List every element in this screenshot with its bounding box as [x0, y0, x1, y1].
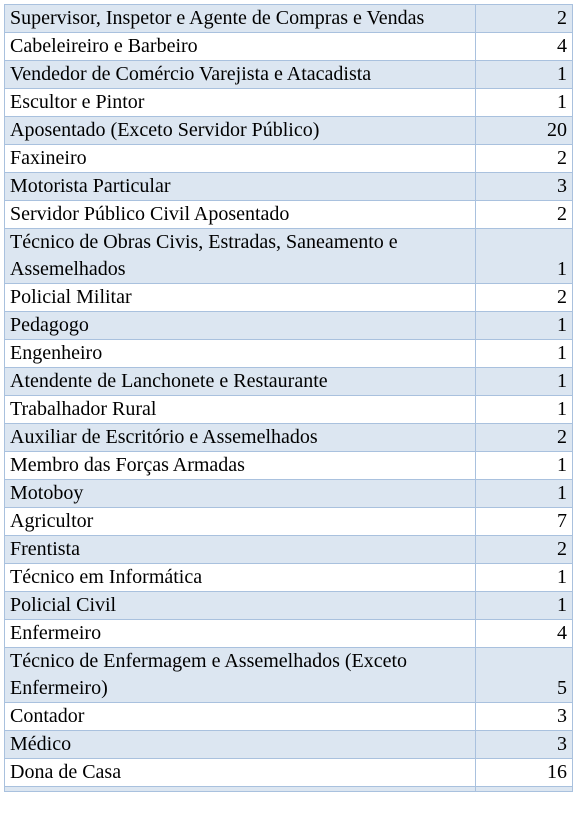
table-row	[5, 61, 573, 89]
occupation-count: 2	[476, 284, 573, 312]
occupation-label: Dona de Casa	[5, 759, 476, 787]
occupation-count: 1	[476, 396, 573, 424]
table-row	[5, 648, 573, 703]
occupation-label: Faxineiro	[5, 145, 476, 173]
occupation-count: 2	[476, 201, 573, 229]
occupation-count: 4	[476, 33, 573, 61]
table-row	[5, 201, 573, 229]
table-row	[5, 229, 573, 284]
occupation-table	[4, 4, 573, 792]
occupation-label: Trabalhador Rural	[5, 396, 476, 424]
occupation-count: 16	[476, 759, 573, 787]
table-row-partial	[5, 787, 573, 792]
occupation-table-body	[5, 5, 573, 792]
occupation-label: Técnico em Informática	[5, 564, 476, 592]
table-row	[5, 424, 573, 452]
occupation-label: Agricultor	[5, 508, 476, 536]
occupation-label: Motoboy	[5, 480, 476, 508]
occupation-label: Membro das Forças Armadas	[5, 452, 476, 480]
table-row	[5, 368, 573, 396]
occupation-label: Técnico de Enfermagem e Assemelhados (Exceto Enfermeiro)	[5, 648, 476, 703]
occupation-label: Escultor e Pintor	[5, 89, 476, 117]
table-row	[5, 173, 573, 201]
occupation-count: 3	[476, 703, 573, 731]
occupation-count: 1	[476, 89, 573, 117]
occupation-count: 1	[476, 229, 573, 284]
table-row	[5, 5, 573, 33]
table-row	[5, 312, 573, 340]
table-row	[5, 508, 573, 536]
occupation-label: Auxiliar de Escritório e Assemelhados	[5, 424, 476, 452]
table-row	[5, 731, 573, 759]
occupation-label: Cabeleireiro e Barbeiro	[5, 33, 476, 61]
table-row	[5, 117, 573, 145]
occupation-count: 3	[476, 731, 573, 759]
occupation-count: 2	[476, 145, 573, 173]
occupation-label: Atendente de Lanchonete e Restaurante	[5, 368, 476, 396]
occupation-label: Engenheiro	[5, 340, 476, 368]
table-row	[5, 620, 573, 648]
occupation-count: 1	[476, 61, 573, 89]
occupation-label: Policial Civil	[5, 592, 476, 620]
table-row	[5, 480, 573, 508]
occupation-count: 1	[476, 368, 573, 396]
occupation-label: Frentista	[5, 536, 476, 564]
occupation-count: 5	[476, 648, 573, 703]
occupation-label: Motorista Particular	[5, 173, 476, 201]
occupation-label-line: Supervisor, Inspetor e Agente de Compras e Vendas	[10, 7, 425, 29]
table-row	[5, 703, 573, 731]
occupation-count: 3	[476, 173, 573, 201]
table-row	[5, 452, 573, 480]
occupation-count: 7	[476, 508, 573, 536]
occupation-label: Aposentado (Exceto Servidor Público)	[5, 117, 476, 145]
occupation-count: 2	[476, 424, 573, 452]
occupation-count: 1	[476, 480, 573, 508]
occupation-label	[5, 5, 476, 33]
occupation-count: 1	[476, 452, 573, 480]
occupation-count: 2	[476, 536, 573, 564]
table-row	[5, 284, 573, 312]
table-row	[5, 396, 573, 424]
occupation-count: 1	[476, 564, 573, 592]
occupation-label: Pedagogo	[5, 312, 476, 340]
table-row	[5, 536, 573, 564]
table-row	[5, 89, 573, 117]
occupation-count: 2	[476, 5, 573, 33]
occupation-label: Vendedor de Comércio Varejista e Atacadista	[5, 61, 476, 89]
occupation-label: Policial Militar	[5, 284, 476, 312]
table-row	[5, 145, 573, 173]
occupation-label: Técnico de Obras Civis, Estradas, Saneamento e Assemelhados	[5, 229, 476, 284]
table-row	[5, 33, 573, 61]
occupation-count	[476, 787, 573, 792]
occupation-count: 20	[476, 117, 573, 145]
occupation-count: 1	[476, 312, 573, 340]
occupation-label: Médico	[5, 731, 476, 759]
occupation-count: 4	[476, 620, 573, 648]
table-row	[5, 564, 573, 592]
occupation-count: 1	[476, 592, 573, 620]
occupation-label: Servidor Público Civil Aposentado	[5, 201, 476, 229]
table-row	[5, 340, 573, 368]
occupation-count: 1	[476, 340, 573, 368]
occupation-label	[5, 787, 476, 792]
occupation-label: Contador	[5, 703, 476, 731]
table-row	[5, 592, 573, 620]
occupation-label: Enfermeiro	[5, 620, 476, 648]
table-row	[5, 759, 573, 787]
